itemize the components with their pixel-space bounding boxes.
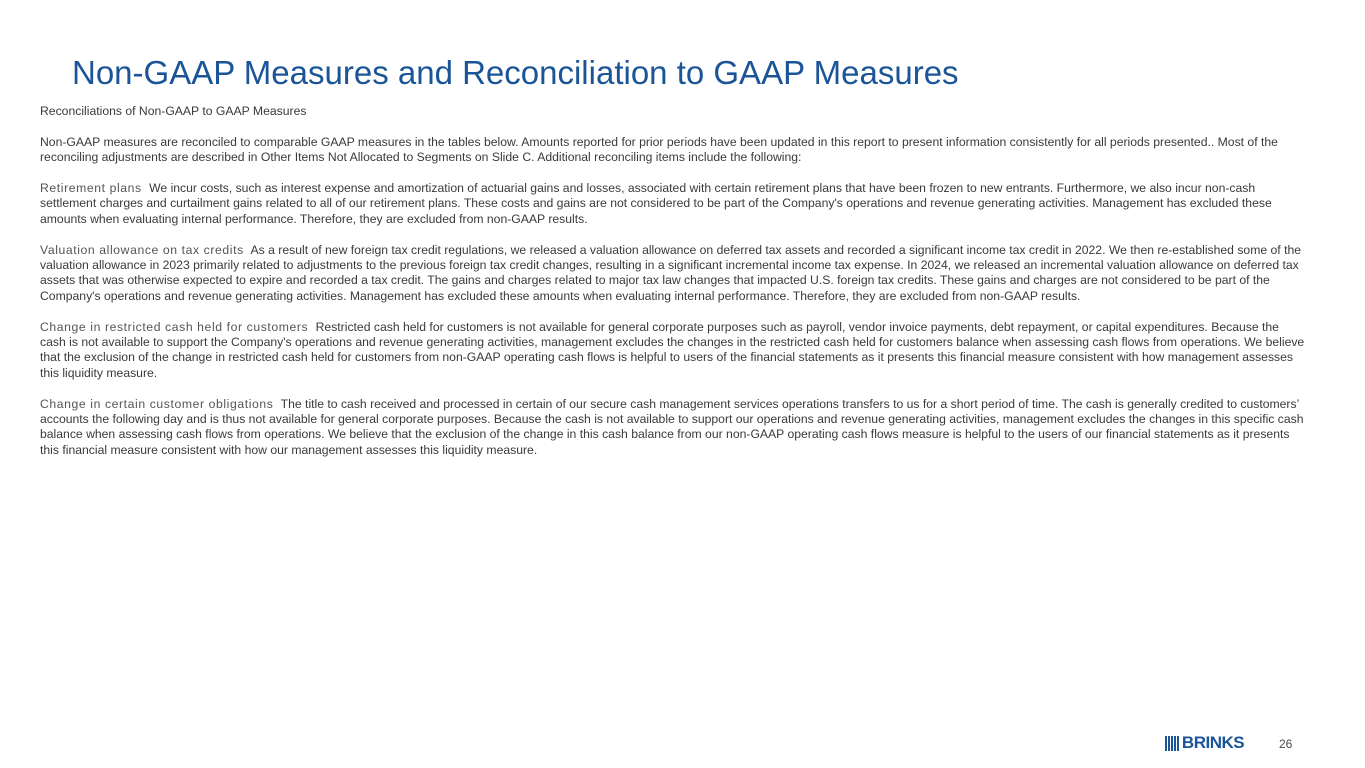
brinks-logo: [1165, 735, 1244, 751]
logo-bars-icon: [1165, 736, 1180, 751]
section-text: Restricted cash held for customers is not available for general corporate purposes such as payroll, vendor invoice payments, debt repayment, or capital expenditures. Because the cash is not available to support the Company's operations and revenue generating activities, management excludes the changes in the restricted cash held for customers balance when assessing cash flows from operations. We believe that the exclusion of the change in restricted cash held for customers from non-GAAP operating cash flows is helpful to users of the financial statements as it presents this financial measure consistent with how management assesses this liquidity measure.: [40, 319, 1305, 380]
section-valuation-allowance: [40, 243, 1308, 305]
section-term: Retirement plans: [40, 181, 142, 195]
intro-paragraph: Non-GAAP measures are reconciled to comparable GAAP measures in the tables below. Amounts reported for prior periods have been updated in this report to present information consistently for all periods presented.. Most of the reconciling adjustments are described in Other Items Not Allocated to Segments on Slide C. Additional reconciling items include the following:: [40, 134, 1278, 165]
page-title: Non-GAAP Measures and Reconciliation to GAAP Measures: [72, 54, 959, 91]
section-customer-obligations: [40, 397, 1308, 459]
section-text: The title to cash received and processed in certain of our secure cash management services operations transfers to us for a short period of time. The cash is generally credited to customers’ accounts the following day and is thus not available for general corporate purposes. Because the cash is not available to support our operations and revenue generating activities, management excludes the changes in this specific cash balance when assessing cash flows from operations. We believe that the exclusion of the change in this cash balance from our non-GAAP operating cash flows measure is helpful to the users of our financial statements as it presents this financial measure consistent with how our management assesses this liquidity measure.: [40, 396, 1304, 457]
section-term: Valuation allowance on tax credits: [40, 242, 244, 257]
section-term: Change in restricted cash held for customers: [40, 319, 309, 334]
section-text: We incur costs, such as interest expense and amortization of actuarial gains and losses, associated with certain retirement plans that have been frozen to new entrants. Furthermore, we also incur non-cash settlement charges and curtailment gains related to all of our retirement plans. These costs and gains are not considered to be part of the Company's operations and revenue generating activities. Management has excluded these amounts when evaluating internal performance. Therefore, they are excluded from non-GAAP results.: [40, 181, 1272, 226]
page-number: 26: [1279, 737, 1293, 751]
section-restricted-cash: [40, 320, 1308, 382]
slide-body: [40, 104, 1308, 474]
logo-wordmark: BRINKS: [1181, 733, 1245, 752]
section-text: As a result of new foreign tax credit regulations, we released a valuation allowance on deferred tax assets and recorded a significant income tax credit in 2022. We then re-established some of the valuation allowance in 2023 primarily related to adjustments to the previous foreign tax credit changes, resulting in a significant incremental income tax expense. In 2024, we released an incremental valuation allowance on deferred tax assets that was otherwise expected to expire and recorded a tax credit. The gains and charges related to major tax law changes that impacted U.S. foreign tax credits. These gains and charges are not considered to be part of the Company's operations and revenue generating activities. Management has excluded these amounts when evaluating internal performance. Therefore, they are excluded from non-GAAP results.: [40, 242, 1302, 303]
section-term: Change in certain customer obligations: [40, 396, 274, 411]
subtitle: Reconciliations of Non-GAAP to GAAP Measures: [40, 104, 307, 118]
section-retirement-plans: [40, 181, 1308, 227]
